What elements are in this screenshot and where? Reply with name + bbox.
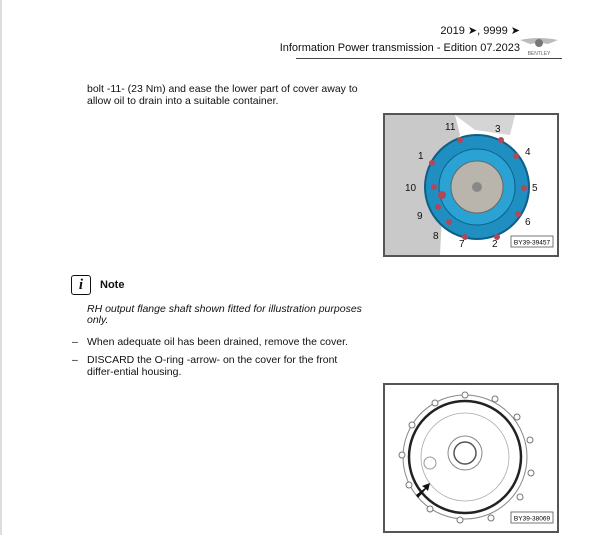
callout-9: 9 xyxy=(417,211,423,222)
figure-o-ring xyxy=(383,383,559,533)
note-text: RH output flange shaft shown fitted for illustration purposes only. xyxy=(87,303,362,326)
step-item: – When adequate oil has been drained, remove the cover. xyxy=(72,336,348,348)
step-item: – DISCARD the O-ring -arrow- on the cover for the front differ-ential housing. xyxy=(72,354,372,378)
callout-8: 8 xyxy=(433,231,439,242)
header-models: 2019 ➤, 9999 ➤ xyxy=(440,25,520,37)
step-text: DISCARD the O-ring -arrow- on the cover for the front differ-ential housing. xyxy=(87,354,338,378)
callout-1: 1 xyxy=(418,151,424,162)
callout-6: 6 xyxy=(525,217,531,228)
callout-4: 4 xyxy=(525,147,531,158)
header-title: Information Power transmission - Edition 07.2023 xyxy=(279,42,520,54)
instruction-paragraph: bolt -11- (23 Nm) and ease the lower part of cover away to allow oil to drain into a suitable container. xyxy=(87,83,358,107)
step-text: When adequate oil has been drained, remove the cover. xyxy=(87,336,348,348)
header-rule xyxy=(296,58,562,59)
brand-text: BENTLEY xyxy=(527,51,551,57)
callout-5: 5 xyxy=(532,183,538,194)
bentley-logo xyxy=(518,34,560,58)
callout-2: 2 xyxy=(492,239,498,250)
figure-id: BY39-39457 xyxy=(513,239,551,247)
callout-7: 7 xyxy=(459,239,465,250)
info-icon: i xyxy=(71,275,91,295)
figure-id: BY39-38069 xyxy=(513,515,551,523)
callout-10: 10 xyxy=(405,183,417,194)
page-edge xyxy=(0,0,2,535)
callout-3: 3 xyxy=(495,124,501,135)
note-title: Note xyxy=(100,279,125,291)
figure-cover-bolts xyxy=(383,113,559,257)
callout-11: 11 xyxy=(445,122,456,133)
